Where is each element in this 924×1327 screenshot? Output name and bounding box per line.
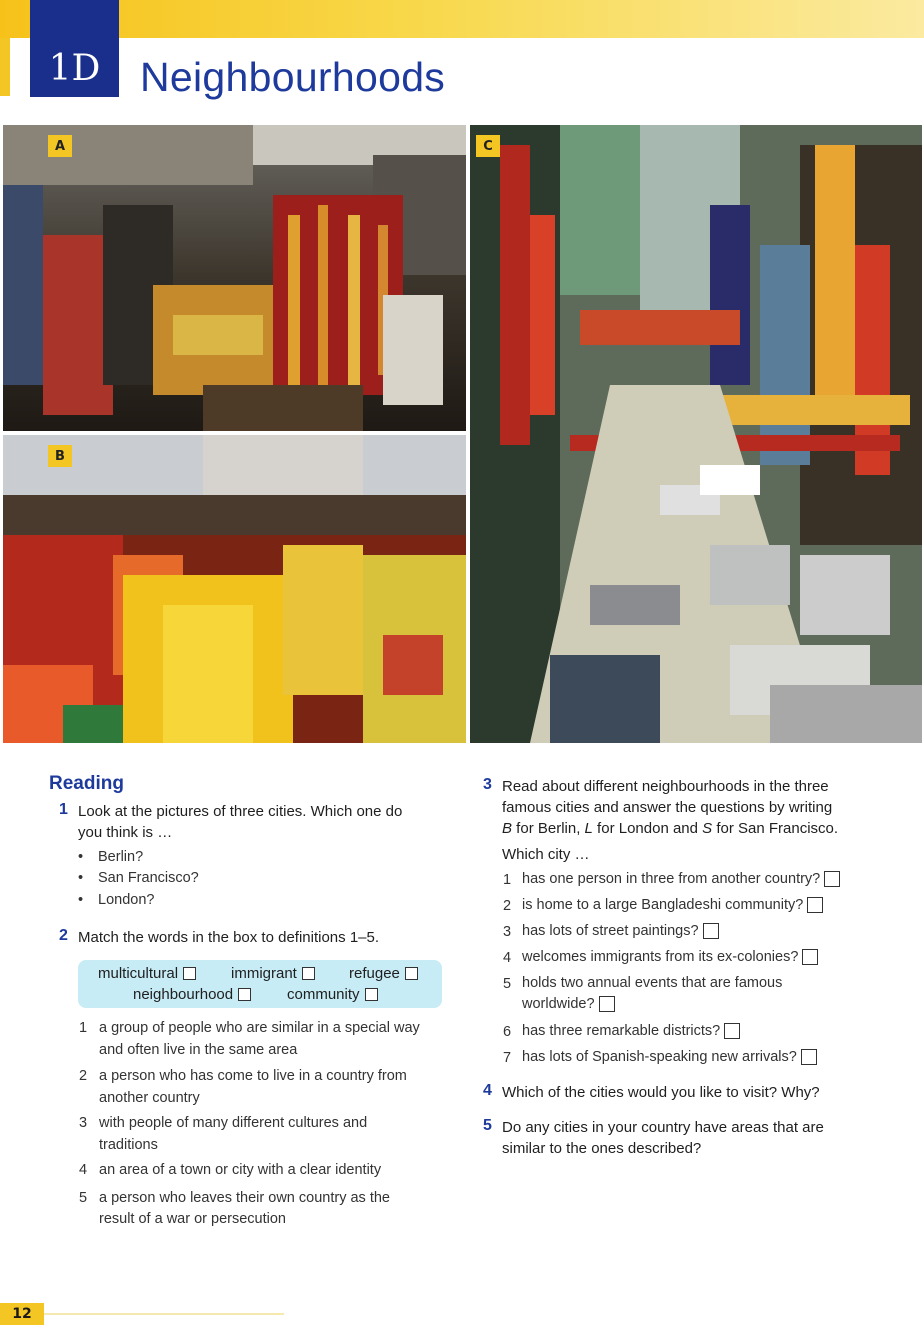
answer-box[interactable] — [824, 871, 840, 887]
q3-item: has lots of street paintings? — [522, 921, 719, 943]
answer-box[interactable] — [801, 1049, 817, 1065]
q1-option: • Berlin? — [98, 849, 143, 865]
q3-item-number: 4 — [503, 950, 512, 966]
definition-line: with people of many different cultures and — [99, 1115, 368, 1131]
page-title: Neighbourhoods — [140, 54, 446, 100]
word-multicultural: multicultural — [98, 965, 196, 982]
photo-c-chinatown — [470, 125, 922, 743]
answer-box[interactable] — [703, 923, 719, 939]
q3-item-number: 7 — [503, 1050, 512, 1066]
letter-s: S — [702, 820, 713, 837]
page-number: 12 — [0, 1303, 44, 1325]
definition-line: traditions — [99, 1137, 158, 1153]
q3-which: Which city … — [502, 846, 590, 863]
q3-item-number: 6 — [503, 1024, 512, 1040]
definition-line: a group of people who are similar in a special way — [99, 1020, 420, 1036]
left-stripe — [0, 38, 10, 96]
word-neighbourhood: neighbourhood — [133, 986, 251, 1003]
checkbox[interactable] — [405, 967, 418, 980]
q1-line2: you think is … — [78, 824, 173, 841]
checkbox[interactable] — [238, 988, 251, 1001]
q3-item-number: 1 — [503, 872, 512, 888]
definition-line: result of a war or persecution — [99, 1211, 286, 1227]
q3-item: has lots of Spanish-speaking new arrivals? — [522, 1047, 817, 1069]
unit-badge: 1D — [30, 0, 119, 97]
q3-line2: famous cities and answer the questions by writing — [502, 799, 833, 816]
checkbox[interactable] — [365, 988, 378, 1001]
q3-item: welcomes immigrants from its ex-colonies? — [522, 947, 818, 969]
word-immigrant: immigrant — [231, 965, 315, 982]
photo-label-a: A — [48, 135, 72, 157]
photo-label-c: C — [476, 135, 500, 157]
q3-item: holds two annual events that are famous — [522, 975, 783, 991]
definition-number: 5 — [79, 1190, 88, 1206]
q1-number: 1 — [59, 801, 68, 818]
photo-b-carnival — [3, 435, 466, 743]
word-refugee: refugee — [349, 965, 418, 982]
answer-box[interactable] — [807, 897, 823, 913]
q4-text: Which of the cities would you like to visit? Why? — [502, 1084, 820, 1101]
answer-box[interactable] — [599, 996, 615, 1012]
q3-item: is home to a large Bangladeshi community? — [522, 895, 823, 917]
q5-line2: similar to the ones described? — [502, 1140, 702, 1157]
q3-number: 3 — [483, 776, 492, 793]
q3-line1: Read about different neighbourhoods in the three — [502, 778, 829, 795]
definition-line: an area of a town or city with a clear identity — [99, 1162, 382, 1178]
definition-line: a person who has come to live in a country from — [99, 1068, 407, 1084]
q2-number: 2 — [59, 927, 68, 944]
q3-item-number: 5 — [503, 976, 512, 992]
q3-item: has one person in three from another country? — [522, 869, 840, 891]
q5-number: 5 — [483, 1117, 492, 1134]
letter-b: B — [502, 820, 513, 837]
definition-line: a person who leaves their own country as the — [99, 1190, 390, 1206]
top-banner — [0, 0, 924, 38]
letter-l: L — [584, 820, 593, 837]
definition-line: and often live in the same area — [99, 1042, 298, 1058]
definition-number: 3 — [79, 1115, 88, 1131]
q1-option: • San Francisco? — [98, 870, 199, 886]
q3-item: has three remarkable districts? — [522, 1021, 740, 1043]
q3-item-number: 3 — [503, 924, 512, 940]
checkbox[interactable] — [302, 967, 315, 980]
photo-a-market — [3, 125, 466, 431]
q3-item-number: 2 — [503, 898, 512, 914]
footer-line — [44, 1313, 284, 1315]
checkbox[interactable] — [183, 967, 196, 980]
q1-option: • London? — [98, 892, 154, 908]
answer-box[interactable] — [724, 1023, 740, 1039]
definition-number: 1 — [79, 1020, 88, 1036]
word-community: community — [287, 986, 378, 1003]
definition-number: 2 — [79, 1068, 88, 1084]
q2-text: Match the words in the box to definitions 1–5. — [78, 929, 380, 946]
definition-line: another country — [99, 1090, 200, 1106]
q4-number: 4 — [483, 1082, 492, 1099]
q3-line3: B for Berlin, L for London and S for San Francisco. — [502, 820, 839, 837]
definition-number: 4 — [79, 1162, 88, 1178]
reading-heading: Reading — [49, 773, 124, 794]
answer-box[interactable] — [802, 949, 818, 965]
q5-line1: Do any cities in your country have areas that are — [502, 1119, 824, 1136]
q3-item: worldwide? — [522, 994, 615, 1016]
photo-label-b: B — [48, 445, 72, 467]
q1-line1: Look at the pictures of three cities. Which one do — [78, 803, 403, 820]
